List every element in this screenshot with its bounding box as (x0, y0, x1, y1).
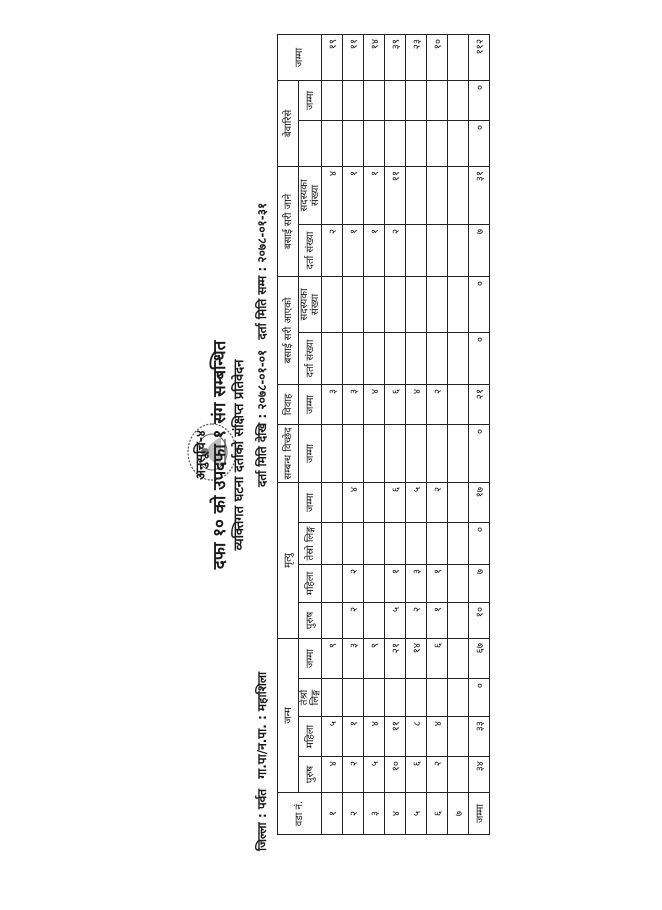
divorce-header: सम्बन्ध विच्छेद (278, 424, 299, 482)
date-range-line (253, 197, 270, 487)
table-cell: ६ (385, 384, 406, 424)
table-cell: २ (427, 757, 448, 793)
table-body (322, 34, 490, 834)
table-cell: ९ (322, 638, 343, 678)
table-cell: ३ (343, 384, 364, 424)
birth-third-gender-header: तेश्रो लिङ्ग (299, 679, 322, 717)
table-cell (322, 332, 343, 384)
table-cell: ११ (385, 717, 406, 757)
table-cell (448, 424, 469, 482)
table-cell (427, 424, 448, 482)
table-cell (364, 679, 385, 717)
table-cell: १० (427, 34, 448, 80)
ward-cell: ६ (427, 793, 448, 835)
birth-header: जन्म (278, 638, 299, 792)
table-cell (322, 522, 343, 564)
table-cell (448, 602, 469, 638)
table-cell (343, 276, 364, 332)
district-label: जिल्ला : पर्वत (255, 788, 269, 851)
table-cell (406, 276, 427, 332)
missing-total-header: जम्मा (299, 80, 322, 120)
table-cell (448, 332, 469, 384)
table-cell (322, 120, 343, 166)
table-cell (448, 482, 469, 522)
table-row (343, 34, 364, 834)
table-cell: ३ (322, 384, 343, 424)
table-cell (322, 80, 343, 120)
table-cell: ९ (364, 638, 385, 678)
table-cell: ० (469, 424, 490, 482)
ward-cell: ५ (406, 793, 427, 835)
marriage-header: विवाह (278, 384, 299, 424)
table-cell: ० (469, 276, 490, 332)
table-cell (364, 482, 385, 522)
table-cell (322, 424, 343, 482)
table-cell (385, 679, 406, 717)
table-cell: १ (385, 564, 406, 602)
table-cell: १४ (406, 638, 427, 678)
table-cell: ७ (469, 224, 490, 276)
table-cell: ३१ (469, 166, 490, 224)
migration-out-header: बसाई सरी जाने (278, 166, 299, 276)
table-cell: २ (427, 482, 448, 522)
municipality-label: गा.पा/न.पा. : महाशिला (255, 671, 269, 779)
ward-cell: ७ (448, 793, 469, 835)
table-cell (448, 166, 469, 224)
table-row (364, 34, 385, 834)
table-cell (448, 717, 469, 757)
table-cell (406, 80, 427, 120)
table-cell (385, 332, 406, 384)
table-cell (448, 120, 469, 166)
birth-total-header: जम्मा (299, 638, 322, 678)
table-cell (385, 120, 406, 166)
marriage-total-header: जम्मा (299, 384, 322, 424)
table-cell: ३४ (469, 757, 490, 793)
table-cell: २१ (469, 384, 490, 424)
table-cell (406, 332, 427, 384)
table-cell (364, 564, 385, 602)
table-cell: २ (385, 224, 406, 276)
table-cell: ६ (427, 638, 448, 678)
table-cell (427, 80, 448, 120)
report-title: दफा १० को उपदफा १ संग सम्बन्धित (210, 340, 230, 570)
death-male-header: पुरुष (299, 602, 322, 638)
event-registration-table (277, 34, 490, 835)
table-cell (385, 276, 406, 332)
missing-header: बेवारिसे (278, 80, 299, 166)
table-cell: ५ (364, 757, 385, 793)
table-cell (343, 332, 364, 384)
missing-col-a-header (299, 120, 322, 166)
table-cell: ११२ (469, 34, 490, 80)
table-cell: १० (385, 757, 406, 793)
report-subtitle: व्यक्तिगत घटना दर्ताको संक्षिप्त प्रतिवेदन (232, 359, 247, 551)
migration-in-members-header: सदस्यका संख्या (299, 276, 322, 332)
table-cell (343, 120, 364, 166)
table-cell (406, 224, 427, 276)
table-cell: ११ (385, 166, 406, 224)
table-cell (343, 679, 364, 717)
table-cell (343, 424, 364, 482)
table-cell: ८ (406, 717, 427, 757)
table-cell: ० (469, 120, 490, 166)
table-cell (448, 80, 469, 120)
death-other-gender-header: तेस्रो लिङ्ग (299, 522, 322, 564)
table-cell (322, 564, 343, 602)
table-cell: ७ (469, 564, 490, 602)
table-cell (322, 602, 343, 638)
table-cell: ५ (322, 717, 343, 757)
table-cell (406, 120, 427, 166)
table-cell (448, 224, 469, 276)
table-cell: १ (364, 224, 385, 276)
table-cell: १७ (469, 482, 490, 522)
table-cell (406, 679, 427, 717)
table-cell: ४ (322, 166, 343, 224)
table-cell: १ (364, 166, 385, 224)
table-cell (343, 80, 364, 120)
table-cell: २ (406, 602, 427, 638)
table-cell: ६७ (469, 638, 490, 678)
table-cell (427, 679, 448, 717)
table-cell: ४ (364, 384, 385, 424)
table-row (385, 34, 406, 834)
table-cell (448, 522, 469, 564)
table-cell: ३ (406, 564, 427, 602)
divorce-total-header: जम्मा (299, 424, 322, 482)
table-row (427, 34, 448, 834)
grand-total-header: जम्मा (278, 34, 322, 80)
ward-cell: ३ (364, 793, 385, 835)
table-cell: ० (469, 80, 490, 120)
date-from-label: दर्ता मिति देखि : २०७८-०१-०१ (255, 349, 269, 487)
table-cell (448, 276, 469, 332)
table-cell (364, 332, 385, 384)
table-cell (427, 166, 448, 224)
table-cell (364, 80, 385, 120)
table-cell: ३३ (469, 717, 490, 757)
table-cell (322, 276, 343, 332)
table-cell (448, 638, 469, 678)
table-cell: २ (322, 224, 343, 276)
table-cell: ५ (385, 602, 406, 638)
table-cell: ६ (406, 757, 427, 793)
ward-cell: १ (322, 793, 343, 835)
header-row-top (278, 34, 299, 834)
table-cell: ० (469, 332, 490, 384)
table-cell: ११ (343, 34, 364, 80)
birth-male-header: पुरुष (299, 757, 322, 793)
table-cell: २३ (406, 34, 427, 80)
table-cell: ४ (427, 717, 448, 757)
migration-out-count-header: दर्ता संख्या (299, 224, 322, 276)
table-row (448, 34, 469, 834)
table-cell (385, 80, 406, 120)
table-cell: १ (427, 564, 448, 602)
rotated-report (181, 38, 486, 855)
table-cell (448, 384, 469, 424)
annex-label: अनुसूचि-४ (194, 430, 209, 480)
table-cell (322, 679, 343, 717)
table-cell: २ (427, 384, 448, 424)
location-line (253, 666, 270, 851)
table-cell: २ (343, 564, 364, 602)
table-cell (448, 679, 469, 717)
table-cell: ० (469, 522, 490, 564)
birth-female-header: महिला (299, 717, 322, 757)
table-cell: ४ (406, 384, 427, 424)
table-cell (385, 424, 406, 482)
table-cell: १ (343, 166, 364, 224)
table-cell (364, 424, 385, 482)
table-cell: ३ (343, 638, 364, 678)
table-cell: ४ (343, 482, 364, 522)
table-cell (364, 120, 385, 166)
table-cell (448, 757, 469, 793)
table-row (322, 34, 343, 834)
table-row (406, 34, 427, 834)
table-cell (406, 166, 427, 224)
table-cell: २१ (385, 638, 406, 678)
table-cell: २ (343, 757, 364, 793)
table-cell: १४ (364, 34, 385, 80)
table-cell (364, 522, 385, 564)
table-cell: ५ (406, 482, 427, 522)
ward-cell: जम्मा (469, 793, 490, 835)
table-cell: १ (343, 717, 364, 757)
table-row (469, 34, 490, 834)
table-cell (427, 276, 448, 332)
table-cell: १० (469, 602, 490, 638)
table-cell (385, 522, 406, 564)
table-cell (427, 224, 448, 276)
table-cell: १ (343, 224, 364, 276)
table-cell (343, 522, 364, 564)
death-total-header: जम्मा (299, 482, 322, 522)
table-cell: ४ (364, 717, 385, 757)
ward-header: वडा नं. (278, 793, 322, 835)
table-cell: ६ (385, 482, 406, 522)
date-to-label: दर्ता मिति सम्म : २०७८-०१-३१ (255, 202, 269, 340)
table-cell (448, 564, 469, 602)
table-cell (364, 276, 385, 332)
table-cell (406, 424, 427, 482)
table-cell (364, 602, 385, 638)
death-female-header: महिला (299, 564, 322, 602)
migration-in-header: बसाई सरी आएको (278, 276, 299, 384)
table-cell (427, 120, 448, 166)
table-cell: १९ (322, 34, 343, 80)
table-cell (427, 332, 448, 384)
ward-cell: ४ (385, 793, 406, 835)
table-cell (406, 522, 427, 564)
death-header: मृत्यु (278, 482, 299, 638)
ward-cell: २ (343, 793, 364, 835)
table-cell (322, 482, 343, 522)
table-cell: ० (469, 679, 490, 717)
table-cell: २ (343, 602, 364, 638)
table-cell: १ (427, 602, 448, 638)
migration-in-count-header: दर्ता संख्या (299, 332, 322, 384)
table-cell (427, 522, 448, 564)
table-cell: ४ (322, 757, 343, 793)
table-cell: ३९ (385, 34, 406, 80)
table-cell (448, 34, 469, 80)
migration-out-members-header: सदस्यका संख्या (299, 166, 322, 224)
